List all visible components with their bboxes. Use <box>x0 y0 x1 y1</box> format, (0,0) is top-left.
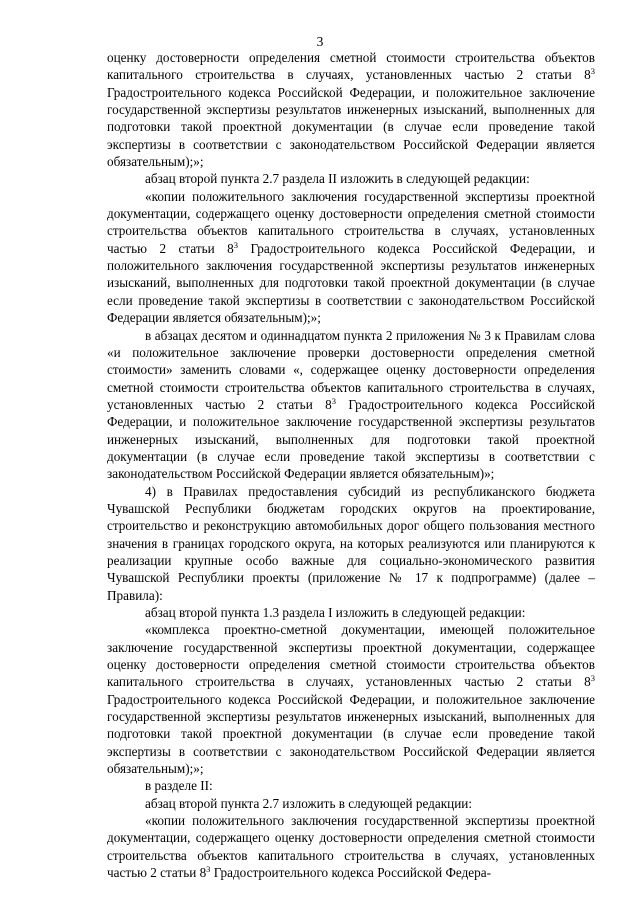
text-run: Градостроительного кодекса Российской Федера- <box>210 865 491 881</box>
paragraph-4 <box>107 327 595 483</box>
superscript: 3 <box>590 673 595 684</box>
paragraph-7 <box>107 621 595 777</box>
text-run: оценку достоверности определения сметной стоимости строительства объектов капитального строительства в случаях, установленных частью 2 статьи 8 <box>107 50 595 83</box>
superscript: 3 <box>590 66 595 77</box>
text-run: абзац второй пункта 2.7 изложить в следующей редакции: <box>145 795 472 811</box>
paragraph-8 <box>107 777 595 794</box>
text-run: Градостроительного кодекса Российской Федерации, и положительное заключение государственной экспертизы результатов инженерных изысканий, выполненных для подготовки такой проектной документации (в случае если проведение такой экспертизы в соответствии с законодательством Российской Федерации является обязательным);»; <box>107 691 595 777</box>
paragraph-6 <box>107 604 595 621</box>
paragraph-10 <box>107 812 595 881</box>
superscript: 3 <box>331 395 336 406</box>
paragraph-1 <box>107 49 595 170</box>
superscript: 3 <box>233 239 239 250</box>
paragraph-2 <box>107 170 595 187</box>
text-run: в абзацах десятом и одиннадцатом пункта 2 приложения № 3 к Правилам слова «и положительное заключение проверки достоверности определения сметной стоимости» заменить словами «, содержащее оценку достоверности определения сметной стоимости строительства объектов капитального строительства в случаях, установленных частью 2 статьи 8 <box>107 327 595 412</box>
text-run: «комплекса проектно-сметной документации, имеющей положительное заключение государственной экспертизы проектной документации, содержащее оценку достоверности определения сметной стоимости строительства объектов капитального строительства в случаях, установленных частью 2 статьи 8 <box>107 622 595 690</box>
text-run: абзац второй пункта 2.7 раздела II изложить в следующей редакции: <box>145 171 530 187</box>
paragraph-3 <box>107 188 595 327</box>
page-number: 3 <box>316 34 324 49</box>
text-run: «копии положительного заключения государственной экспертизы проектной документации, содержащего оценку достоверности определения сметной стоимости строительства объектов капитального строительства в случаях, установленных частью 2 статьи 8 <box>107 813 595 881</box>
text-run: «копии положительного заключения государственной экспертизы проектной документации, содержащего оценку достоверности определения сметной стоимости строительства объектов капитального строительства в случаях, установленных частью 2 статьи 8 <box>107 188 595 256</box>
text-run: Градостроительного кодекса Российской Федерации, и положительного заключения государственной экспертизы результатов инженерных изысканий, выполненных для подготовки такой проектной документации (в случае если проведение такой экспертизы в соответствии с законодательством Российской Федерации является обязательным);»; <box>107 240 596 326</box>
text-run: абзац второй пункта 1.3 раздела I изложить в следующей редакции: <box>145 605 526 620</box>
paragraph-5 <box>107 483 595 604</box>
text-run: Градостроительного кодекса Российской Федерации, и положительное заключение государственной экспертизы результатов инженерных изысканий, выполненных для подготовки такой проектной документации (в случае если проведение такой экспертизы в соответствии с законодательством Российской Федерации является обязательным)»; <box>107 396 595 482</box>
document-body <box>107 49 595 882</box>
paragraph-9 <box>107 795 595 812</box>
superscript: 3 <box>206 864 211 875</box>
text-run: Градостроительного кодекса Российской Федерации, и положительное заключение государственной экспертизы результатов инженерных изысканий, выполненных для подготовки такой проектной документации (в случае если проведение такой экспертизы в соответствии с законодательством Российской Федерации является обязательным);»; <box>107 84 595 170</box>
text-run: в разделе II: <box>145 778 213 794</box>
text-run: 4) в Правилах предоставления субсидий из республиканского бюджета Чувашской Республики бюджетам городских округов на проектирование, строительство и реконструкцию автомобильных дорог общего пользования местного значения в границах городского округа, на которых реализуются или планируются к реализации крупные особо важные для социально-экономического развития Чувашской Республики проекты (приложение № 17 к подпрограмме) (далее – Правила): <box>107 483 595 603</box>
